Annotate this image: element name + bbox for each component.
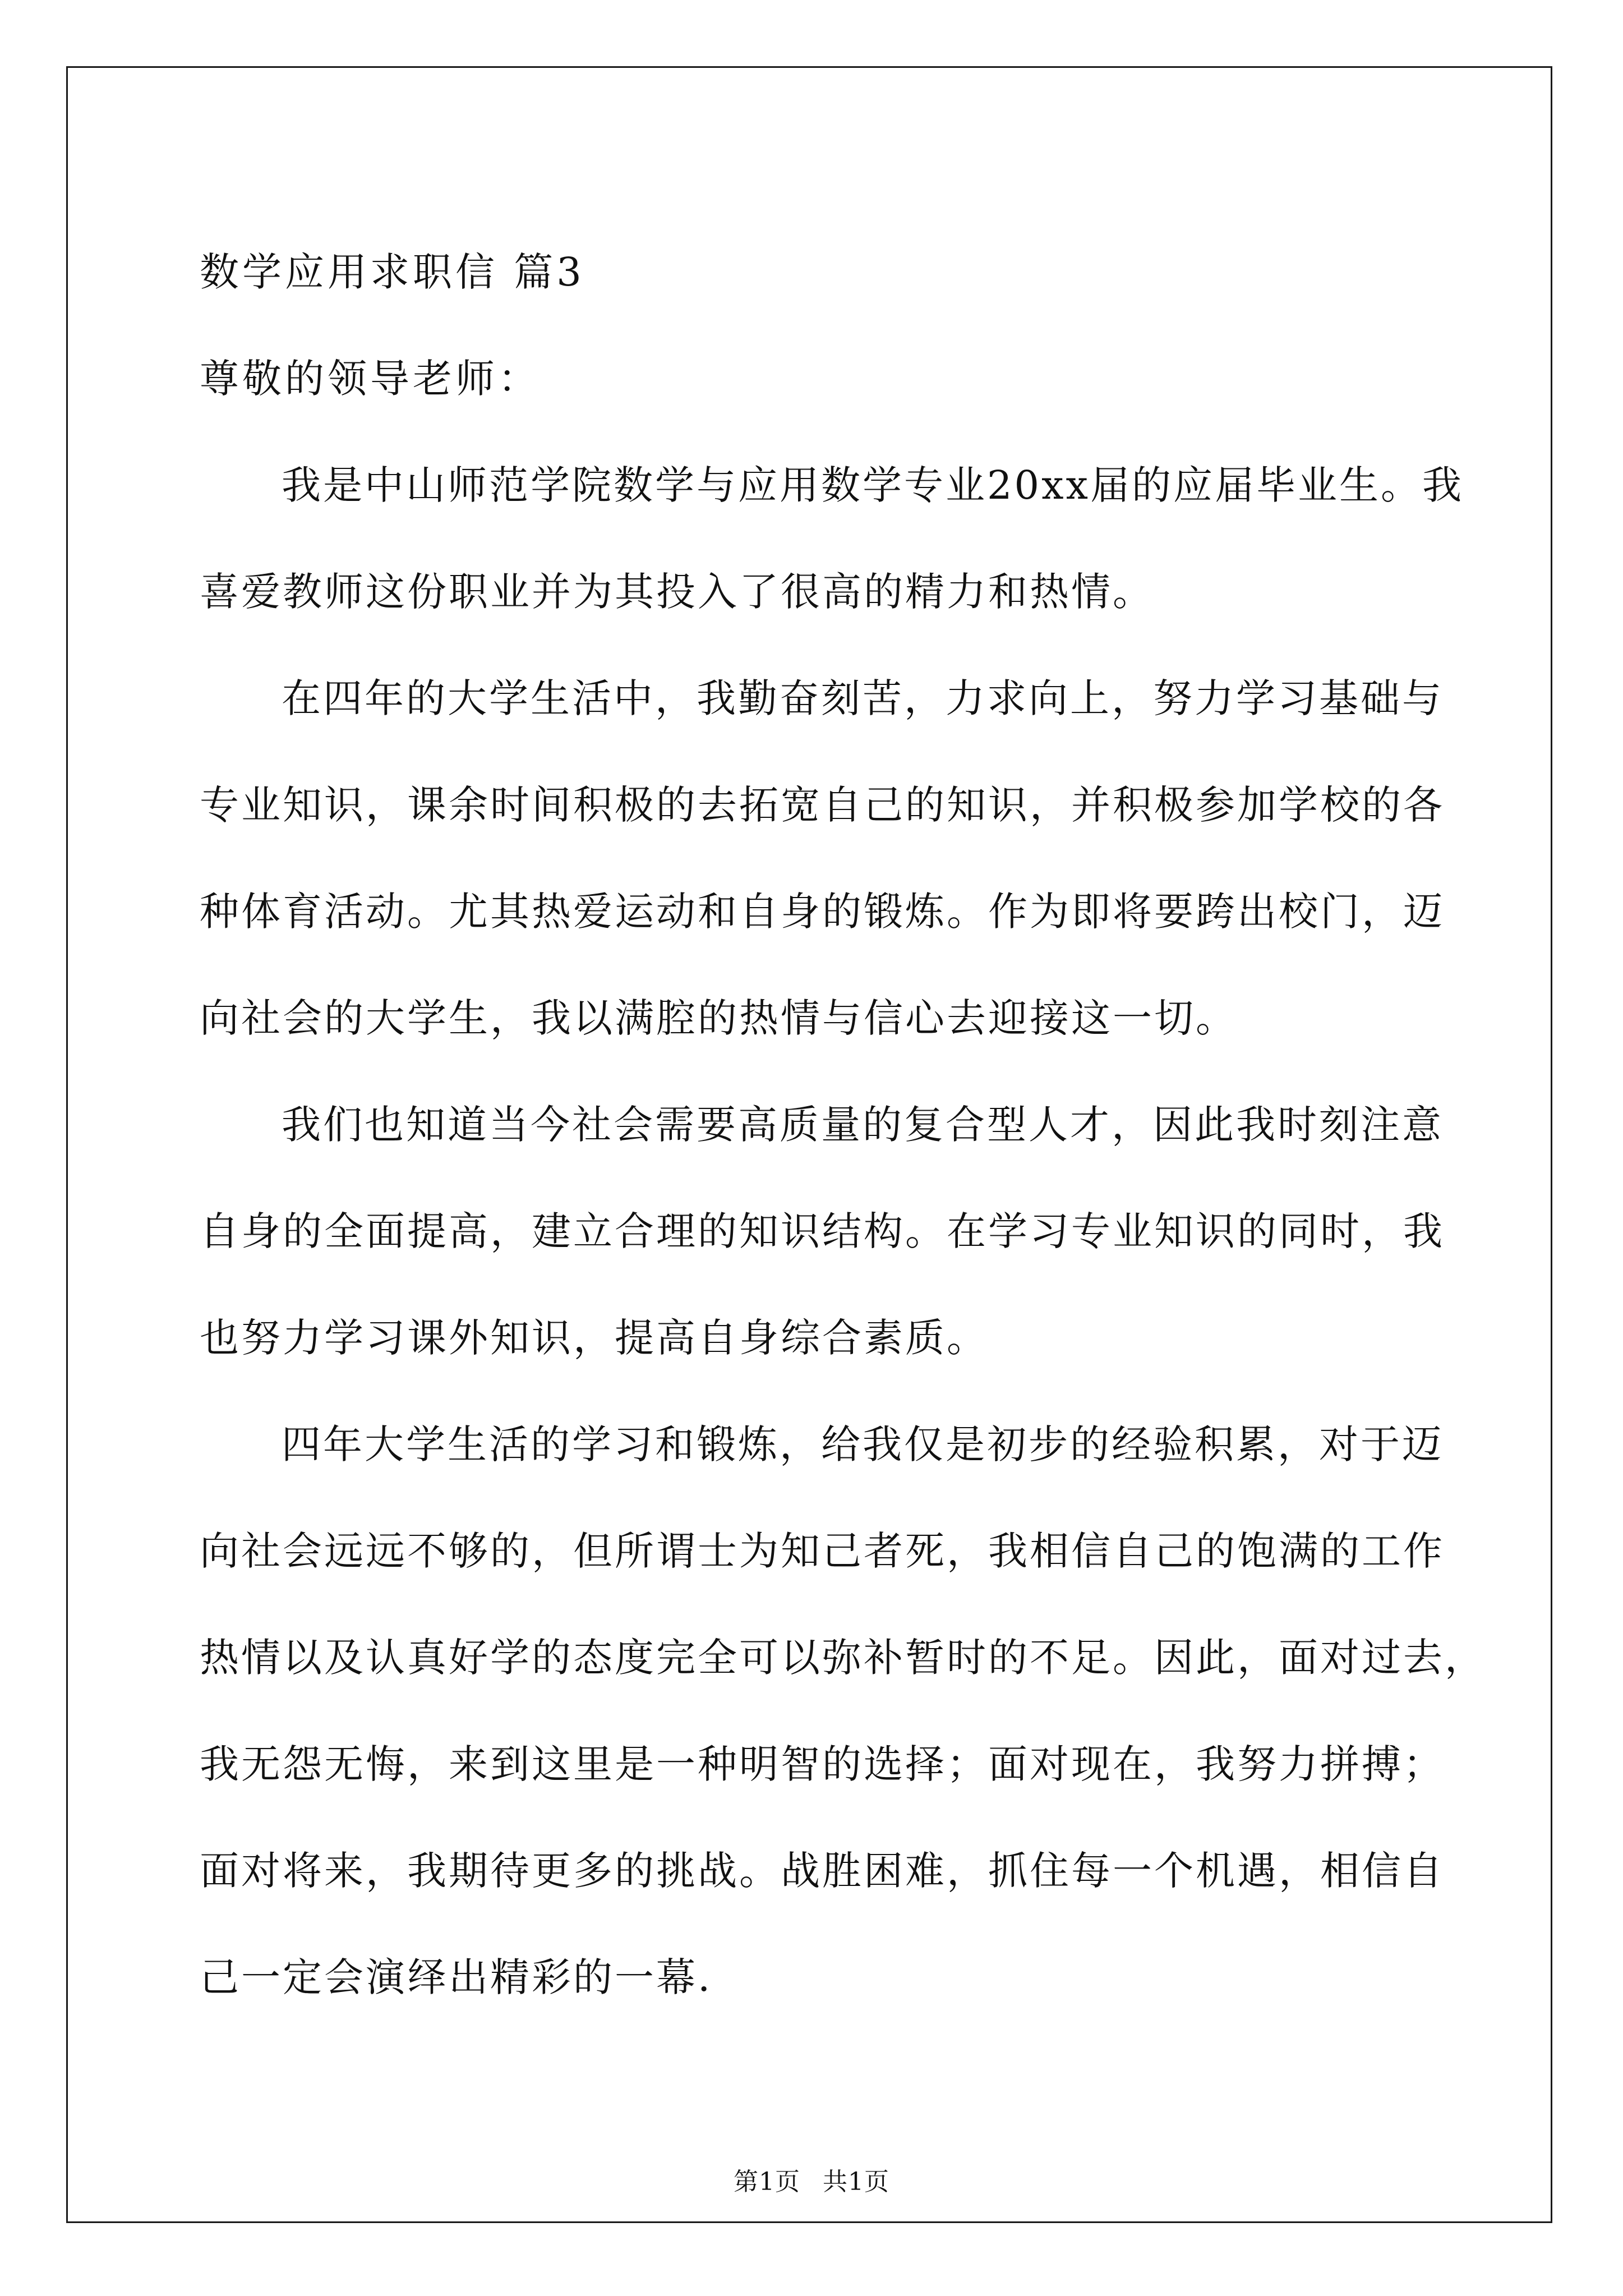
document-title: 数学应用求职信 篇3 [200, 249, 585, 295]
page-footer [0, 2165, 1623, 2199]
paragraph-3-line-2: 自身的全面提高，建立合理的知识结构。在学习专业知识的同时，我 [200, 1208, 1445, 1254]
paragraph-2-line-2: 专业知识，课余时间积极的去拓宽自己的知识，并积极参加学校的各 [200, 782, 1445, 828]
salutation: 尊敬的领导老师： [200, 356, 541, 402]
paragraph-2-line-4: 向社会的大学生，我以满腔的热情与信心去迎接这一切。 [200, 995, 1237, 1041]
paragraph-3-line-3: 也努力学习课外知识，提高自身综合素质。 [200, 1315, 988, 1361]
paragraph-4-line-4: 我无怨无悔，来到这里是一种明智的选择；面对现在，我努力拼搏； [200, 1741, 1445, 1787]
paragraph-4-line-1: 四年大学生活的学习和锻炼，给我仅是初步的经验积累，对于迈 [282, 1421, 1444, 1467]
paragraph-1-line-2: 喜爱教师这份职业并为其投入了很高的精力和热情。 [200, 569, 1154, 615]
paragraph-4-line-5: 面对将来，我期待更多的挑战。战胜困难，抓住每一个机遇，相信自 [200, 1848, 1445, 1894]
paragraph-4-line-2: 向社会远远不够的，但所谓士为知己者死，我相信自己的饱满的工作 [200, 1528, 1445, 1574]
paragraph-3-line-1: 我们也知道当今社会需要高质量的复合型人才，因此我时刻注意 [282, 1102, 1444, 1148]
paragraph-1-line-1: 我是中山师范学院数学与应用数学专业20xx届的应届毕业生。我 [282, 462, 1464, 508]
paragraph-2-line-1: 在四年的大学生活中，我勤奋刻苦，力求向上，努力学习基础与 [282, 675, 1444, 721]
paragraph-4-line-6: 己一定会演绎出精彩的一幕. [200, 1954, 713, 2000]
paragraph-4-line-3: 热情以及认真好学的态度完全可以弥补暂时的不足。因此，面对过去， [200, 1635, 1486, 1681]
letter-body [200, 219, 1486, 2031]
page-number-total: 共1页 [823, 2168, 889, 2196]
paragraph-2-line-3: 种体育活动。尤其热爱运动和自身的锻炼。作为即将要跨出校门，迈 [200, 889, 1445, 935]
page-number-current: 第1页 [734, 2168, 800, 2196]
